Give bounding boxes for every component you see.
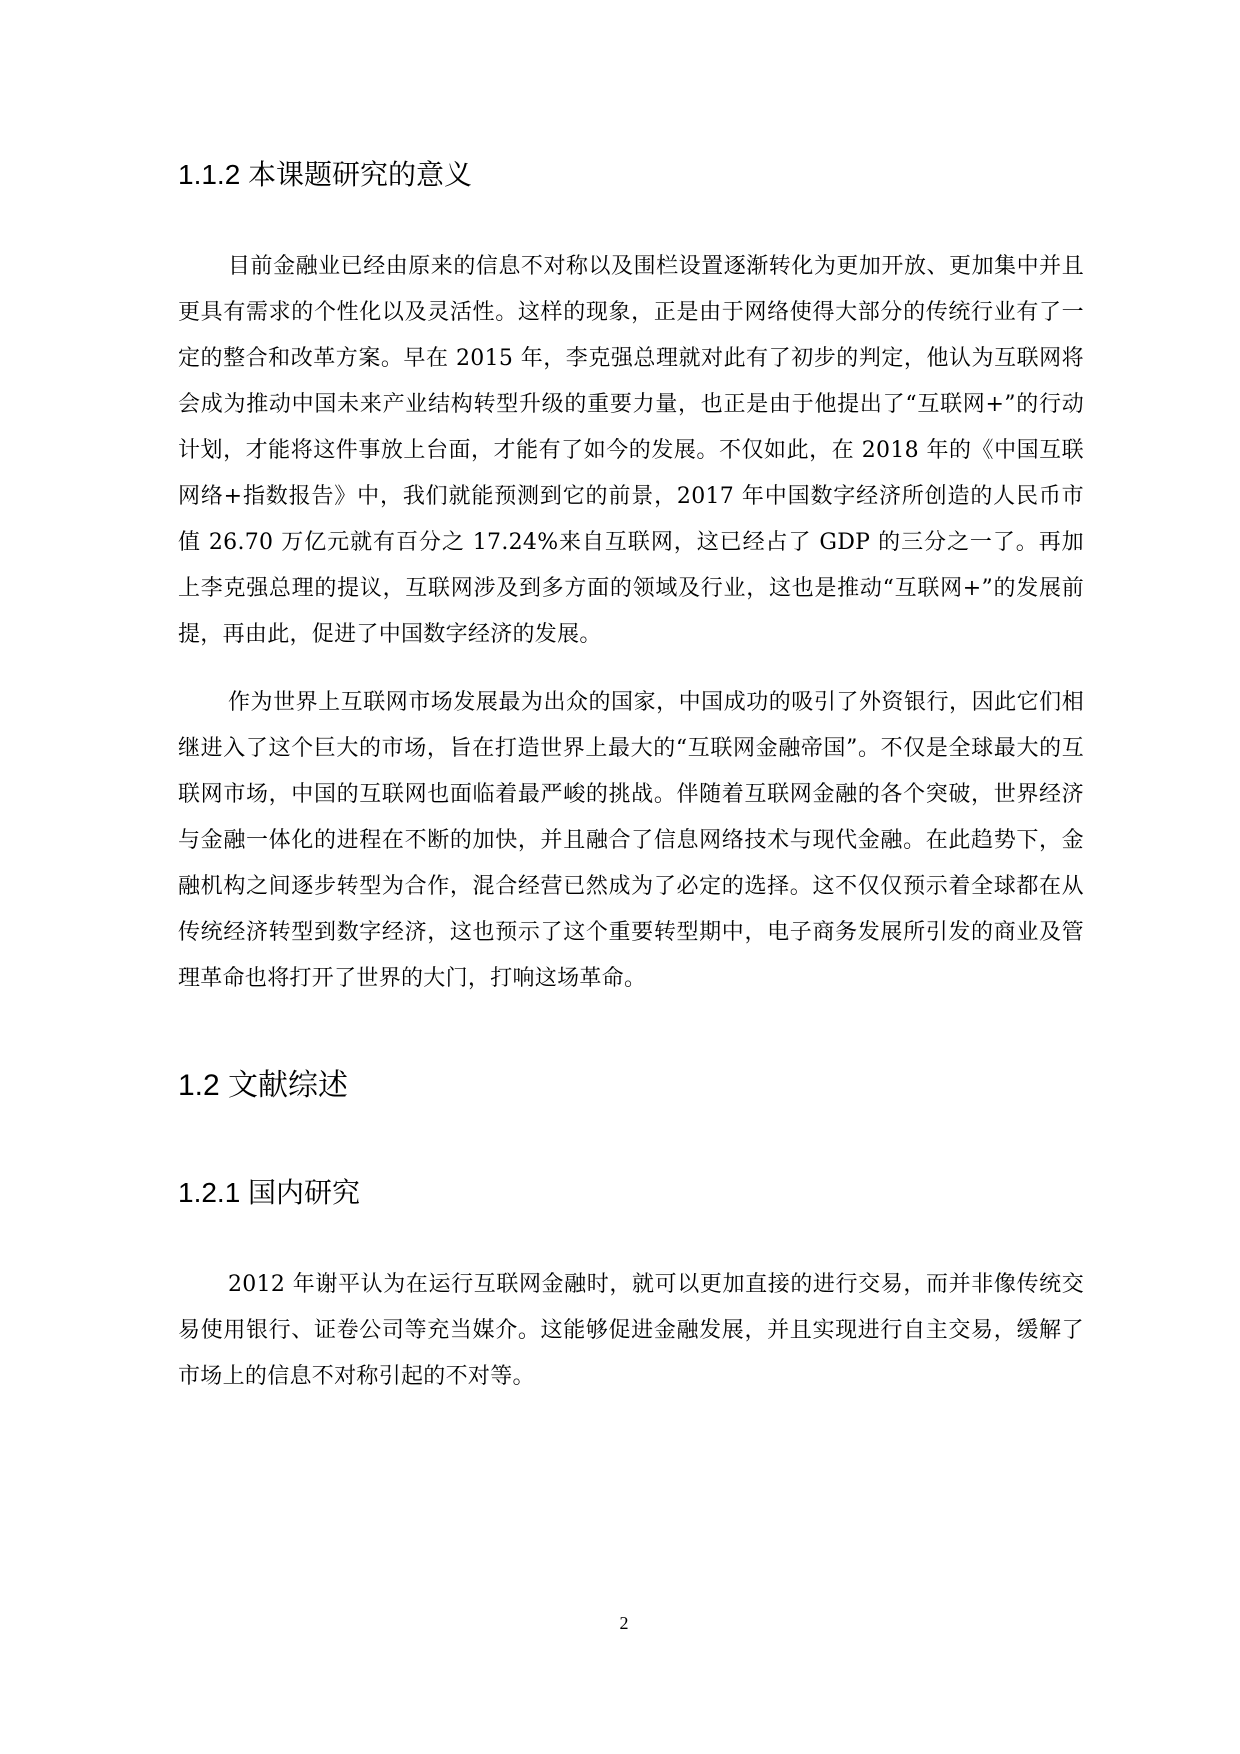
section-heading-1-2: 1.2 文献综述 (178, 1069, 349, 1102)
page-number: 2 (619, 1613, 629, 1633)
section-heading-1-2-1: 1.2.1 国内研究 (178, 1177, 361, 1208)
paragraph-significance-1: 目前金融业已经由原来的信息不对称以及围栏设置逐渐转化为更加开放、更加集中并且更具有需求的个性化以及灵活性。这样的现象，正是由于网络使得大部分的传统行业有了一定的整合和改革方案。早在 2015 年，李克强总理就对此有了初步的判定，他认为互联网将会成为推动中国未来产业结构转型升级的重要力量，也正是由于他提出了“互联网+”的行动计划，才能将这件事放上台面，才能有了如今的发展。不仅如此，在 2018 年的《中国互联网络+指数报告》中，我们就能预测到它的前景，2017 年中国数字经济所创造的人民币市值 26.70 万亿元就有百分之 17.24%来自互联网，这已经占了 GDP 的三分之一了。再加上李克强总理的提议，互联网涉及到多方面的领域及行业，这也是推动“互联网+”的发展前提，再由此，促进了中国数字经济的发展。 (178, 254, 1084, 647)
paragraph-significance-2: 作为世界上互联网市场发展最为出众的国家，中国成功的吸引了外资银行，因此它们相继进入了这个巨大的市场，旨在打造世界上最大的“互联网金融帝国”。不仅是全球最大的互联网市场，中国的互联网也面临着最严峻的挑战。伴随着互联网金融的各个突破，世界经济与金融一体化的进程在不断的加快，并且融合了信息网络技术与现代金融。在此趋势下，金融机构之间逐步转型为合作，混合经营已然成为了必定的选择。这不仅仅预示着全球都在从传统经济转型到数字经济，这也预示了这个重要转型期中，电子商务发展所引发的商业及管理革命也将打开了世界的大门，打响这场革命。 (178, 690, 1084, 991)
paragraph-domestic-research: 2012 年谢平认为在运行互联网金融时，就可以更加直接的进行交易，而并非像传统交易使用银行、证卷公司等充当媒介。这能够促进金融发展，并且实现进行自主交易，缓解了市场上的信息不对称引起的不对等。 (178, 1272, 1084, 1389)
section-heading-1-1-2: 1.1.2 本课题研究的意义 (178, 159, 473, 190)
